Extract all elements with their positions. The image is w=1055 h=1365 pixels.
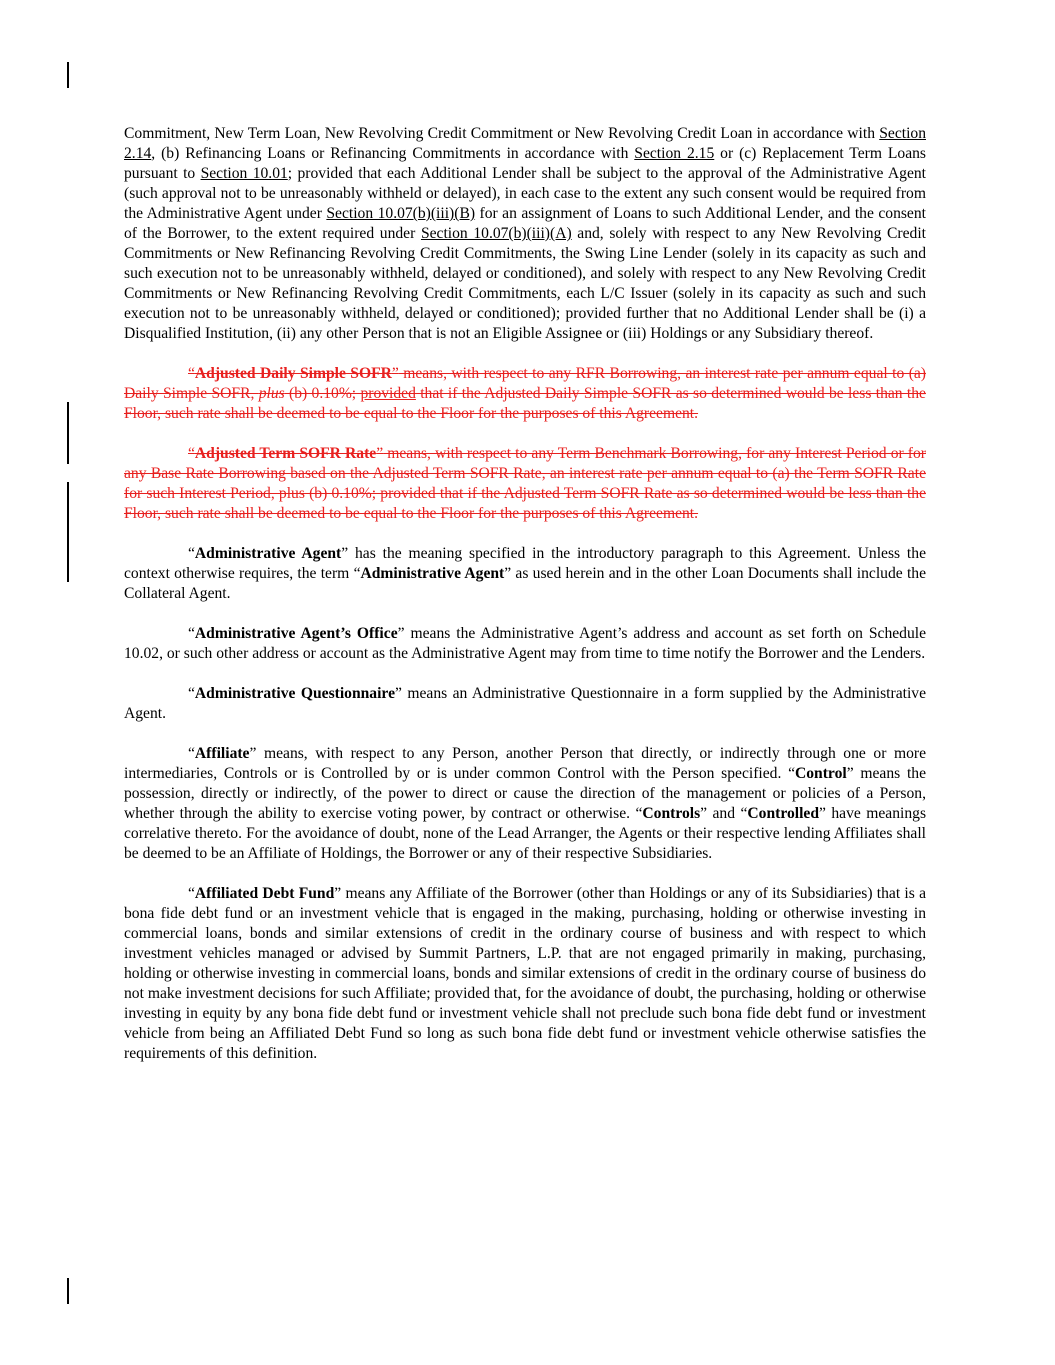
defined-term-controls: Controls — [642, 805, 701, 822]
definition-adjusted-term-sofr-rate — [124, 444, 926, 524]
close-quote: ” — [846, 765, 854, 782]
intro-text-6: and, solely with respect to any New Revolving Credit Commitments or New Refinancing Revolving Credit Commitments, the Swing Line Lender (solely in its capacity as such and such execution not to be unreasonably withheld, delayed or conditioned), and solely with respect to any New Revolving Credit Commitments or New Refinancing Revolving Credit Commitments, each L/C Issuer (solely in its capacity as such and such execution not to be unreasonably withheld, delayed or conditioned); provided further that no Additional Lender shall be (i) a Disqualified Institution, (ii) any other Person that is not an Eligible Assignee or (iii) Holdings or any Subsidiary thereof. — [124, 225, 926, 342]
plus-word: plus — [258, 385, 285, 402]
definition-text-1: means, with respect to any Term Benchmark Borrowing, for any Interest Period or for any Base Rate Borrowing based on the Adjusted Term SOFR Rate, an interest rate per annum equal to (a) the Term SOFR Rate for such Interest Period, plus (b) 0.10%; provided that if the Adjusted Term SOFR Rate as so determined would be less than the Floor, such rate shall be deemed to be equal to the Floor for the purposes of this Agreement. — [124, 445, 926, 522]
close-quote: ” — [397, 625, 405, 642]
definition-administrative-agent — [124, 544, 926, 604]
definition-text-4: have meanings correlative thereto. For the avoidance of doubt, none of the Lead Arranger, the Agents or their respective lending Affiliates shall be deemed to be an Affiliate of Holdings, the Borrower or any of their respective Subsidiaries. — [124, 805, 927, 862]
change-bar-adjusted-daily-simple-sofr — [67, 402, 69, 464]
open-quote: “ — [635, 805, 643, 822]
intro-text-4: ; provided that each Additional Lender shall be subject to the approval of the Administrative Agent (such approval not to be unreasonably withheld or delayed), in each case to the extent any such consent would be required from the Administrative Agent under — [124, 165, 926, 222]
change-bar-adjusted-term-sofr-rate — [67, 482, 69, 582]
section-ref-10-01: Section 10.01 — [200, 165, 288, 182]
definition-text-1: means an Administrative Questionnaire in a form supplied by the Administrative Agent. — [124, 685, 926, 722]
close-quote: ” — [391, 365, 399, 382]
open-quote: “ — [188, 545, 195, 562]
definition-affiliate — [124, 744, 926, 864]
close-quote: ” — [700, 805, 708, 822]
open-quote: “ — [788, 765, 795, 782]
section-ref-10-07-b-iii-b: Section 10.07(b)(iii)(B) — [326, 205, 476, 222]
open-quote: “ — [188, 445, 195, 462]
change-bar-top — [67, 62, 69, 88]
intro-text-3: or (c) Replacement Term Loans pursuant to — [124, 145, 926, 182]
open-quote: “ — [188, 685, 195, 702]
close-quote: ” — [376, 445, 384, 462]
defined-term-2: Administrative Agent — [360, 565, 505, 582]
definition-text-3: and — [707, 805, 741, 822]
close-quote: ” — [249, 745, 257, 762]
open-quote: “ — [188, 745, 195, 762]
definition-adjusted-daily-simple-sofr — [124, 364, 926, 424]
defined-term: Administrative Agent — [194, 545, 342, 562]
definition-text-1: means any Affiliate of the Borrower (other than Holdings or any of its Subsidiaries) that is a bona fide debt fund or an investment vehicle that is engaged in the making, purchasing, holding or otherwise investing in commercial loans, bonds and similar extensions of credit in the ordinary course of business and with respect to which investment vehicles managed or advised by Summit Partners, L.P. that are not engaged primarily in making, purchasing, holding or otherwise investing in commercial loans, bonds and similar extensions of credit in the ordinary course of business do not make investment decisions for such Affiliate; provided that, for the avoidance of doubt, the purchasing, holding or otherwise investing in equity by any bona fide debt fund or investment vehicle shall not preclude such bona fide debt fund or investment vehicle from being an Affiliated Debt Fund so long as such bona fide debt fund or investment vehicle otherwise satisfies the requirements of this definition. — [124, 885, 926, 1062]
defined-term: Affiliate — [194, 745, 250, 762]
intro-text-1: Commitment, New Term Loan, New Revolving Credit Commitment or New Revolving Credit Loan in accordance with — [124, 125, 880, 142]
defined-term: Adjusted Daily Simple SOFR — [194, 365, 392, 382]
section-ref-2-14: Section 2.14 — [124, 125, 926, 162]
definition-administrative-agents-office — [124, 624, 926, 664]
defined-term: Administrative Agent’s Office — [194, 625, 398, 642]
definition-text-2: as used herein and in the other Loan Documents shall include the Collateral Agent. — [124, 565, 926, 602]
close-quote: ” — [819, 805, 826, 822]
change-bar-bottom — [67, 1278, 69, 1304]
document-page — [124, 124, 926, 1084]
open-quote: “ — [353, 565, 361, 582]
definition-text-2: (b) 0.10%; — [284, 385, 361, 402]
definition-text-1: means the Administrative Agent’s address and account as set forth on Schedule 10.02, or such other address or account as the Administrative Agent may from time to time notify the Borrower and the Lenders. — [124, 625, 927, 662]
definition-text-3: that if the Adjusted Daily Simple SOFR as so determined would be less than the Floor, such rate shall be deemed to be equal to the Floor for the purposes of this Agreement. — [124, 385, 926, 422]
open-quote: “ — [188, 365, 195, 382]
definition-text-2: means the possession, directly or indirectly, of the power to direct or cause the direction of the management or policies of a Person, whether through the ability to exercise voting power, by contract or otherwise. — [124, 765, 926, 822]
close-quote: ” — [395, 685, 402, 702]
close-quote: ” — [504, 565, 512, 582]
defined-term-control: Control — [795, 765, 847, 782]
open-quote: “ — [740, 805, 748, 822]
provided-word: provided — [360, 385, 416, 402]
definition-text-1: means, with respect to any RFR Borrowing, an interest rate per annum equal to (a) Daily Simple SOFR, — [124, 365, 926, 402]
intro-paragraph — [124, 124, 926, 344]
open-quote: “ — [188, 885, 195, 902]
section-ref-10-07-b-iii-a: Section 10.07(b)(iii)(A) — [420, 225, 572, 242]
defined-term-controlled: Controlled — [747, 805, 820, 822]
definition-administrative-questionnaire — [124, 684, 926, 724]
defined-term: Adjusted Term SOFR Rate — [194, 445, 377, 462]
defined-term: Affiliated Debt Fund — [194, 885, 335, 902]
intro-text-2: , (b) Refinancing Loans or Refinancing Commitments in accordance with — [151, 145, 635, 162]
open-quote: “ — [188, 625, 195, 642]
intro-text-5: for an assignment of Loans to such Additional Lender, and the consent of the Borrower, to the extent required under — [124, 205, 926, 242]
close-quote: ” — [341, 545, 349, 562]
defined-term: Administrative Questionnaire — [194, 685, 395, 702]
close-quote: ” — [334, 885, 342, 902]
definition-affiliated-debt-fund — [124, 884, 926, 1064]
section-ref-2-15: Section 2.15 — [634, 145, 715, 162]
definition-text-1: means, with respect to any Person, another Person that directly, or indirectly through one or more intermediaries, Controls or is Controlled by or is under common Control with the Person specified. — [124, 745, 926, 782]
definition-text-1: has the meaning specified in the introductory paragraph to this Agreement. Unless the context otherwise requires, the term — [124, 545, 926, 582]
